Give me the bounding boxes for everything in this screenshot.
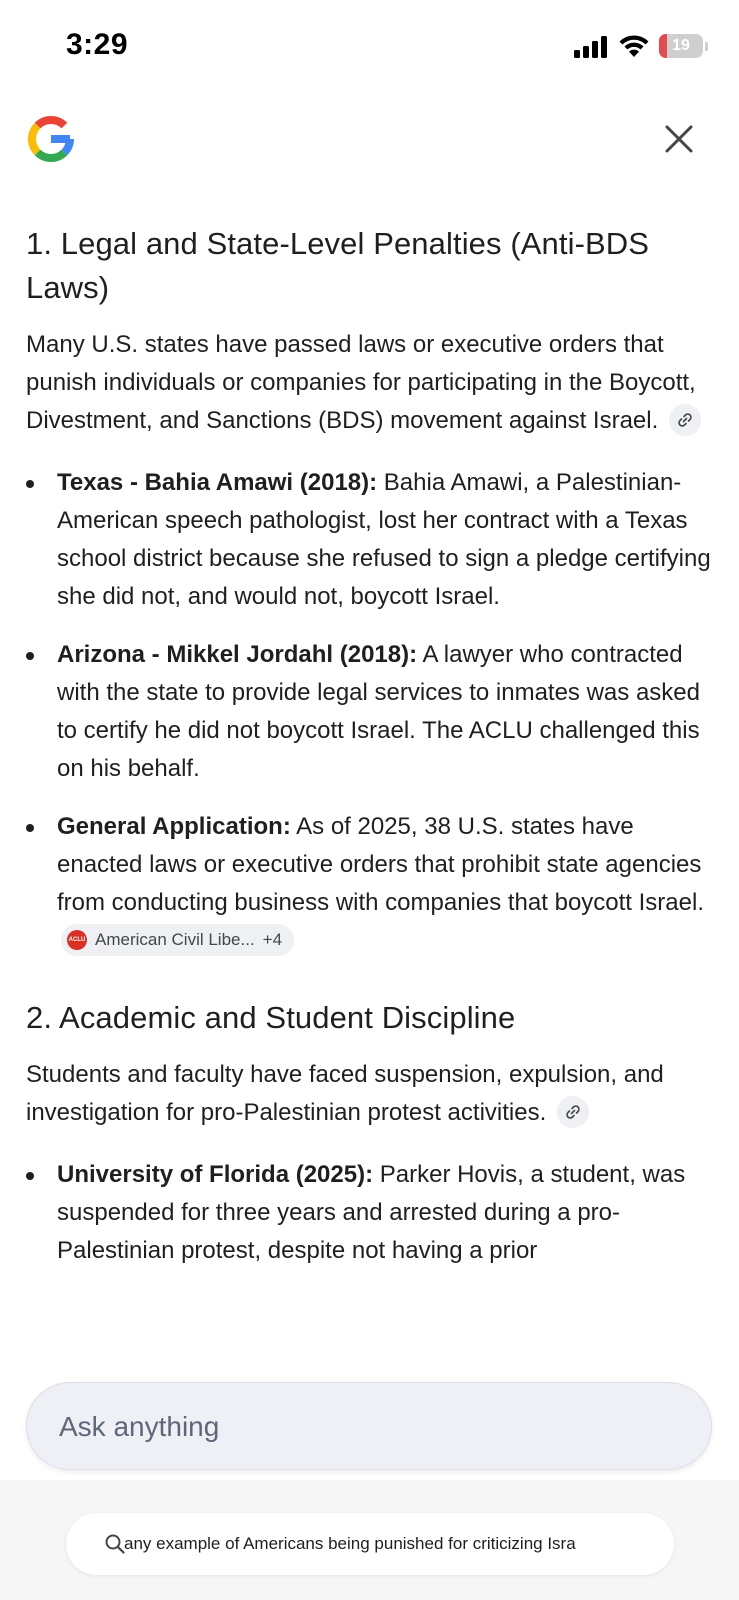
- bullet-list: [26, 464, 712, 960]
- source-chip-count: +4: [262, 929, 283, 949]
- item-heading: Texas - Bahia Amawi (2018):: [57, 469, 378, 496]
- list-item: [26, 808, 712, 960]
- item-heading: University of Florida (2025):: [57, 1161, 374, 1188]
- status-bar: [0, 0, 739, 96]
- item-heading: General Application:: [57, 813, 291, 840]
- section-title: 2. Academic and Student Discipline: [26, 1000, 516, 1035]
- search-icon: [104, 1533, 126, 1555]
- link-icon: [677, 412, 693, 428]
- cellular-signal-icon: [574, 36, 608, 58]
- source-link-button[interactable]: [557, 1096, 589, 1128]
- battery-icon: [659, 34, 703, 58]
- item-text: Bahia Amawi, a Palestinian-American speech pathologist, lost her contract with a Texas school district because she refused to sign a pledge certifying she did not, and would not, boycott Israel.: [57, 469, 711, 610]
- battery-cap: [705, 42, 708, 51]
- list-item: [26, 636, 712, 788]
- wifi-icon: [618, 32, 650, 58]
- item-text: A lawyer who contracted with the state to provide legal services to inmates was asked to certify he did not boycott Israel. The ACLU challenged this on his behalf.: [57, 641, 700, 782]
- section-academic-discipline: [26, 996, 712, 1270]
- answer-content[interactable]: [26, 222, 712, 1362]
- status-time: 3:29: [66, 28, 129, 61]
- list-item: [26, 464, 712, 616]
- ask-input[interactable]: [26, 1382, 712, 1470]
- item-text: Parker Hovis, a student, was suspended for three years and arrested during a pro-Palestinian protest, despite not having a prior: [57, 1161, 686, 1264]
- close-button[interactable]: [656, 116, 702, 162]
- search-query-pill[interactable]: [66, 1513, 674, 1575]
- item-text: As of 2025, 38 U.S. states have enacted laws or executive orders that prohibit state agencies from conducting business with companies that boycott Israel.: [57, 813, 704, 916]
- list-item: [26, 1156, 712, 1270]
- section-intro-text: Many U.S. states have passed laws or executive orders that punish individuals or companies for participating in the Boycott, Divestment, and Sanctions (BDS) movement against Israel.: [26, 331, 696, 434]
- section-legal-penalties: [26, 222, 712, 960]
- source-link-button[interactable]: [669, 404, 701, 436]
- source-chip-label: American Civil Libe...: [95, 929, 255, 949]
- link-icon: [565, 1104, 581, 1120]
- battery-level: 19: [672, 37, 690, 54]
- bullet-list: [26, 1156, 712, 1270]
- search-query-text: any example of Americans being punished for criticizing Isra: [124, 1534, 576, 1553]
- item-heading: Arizona - Mikkel Jordahl (2018):: [57, 641, 418, 668]
- source-chip-aclu[interactable]: [61, 924, 294, 956]
- section-intro-text: Students and faculty have faced suspension, expulsion, and investigation for pro-Palestinian protest activities.: [26, 1061, 664, 1126]
- section-title: 1. Legal and State-Level Penalties (Anti-BDS Laws): [26, 226, 650, 305]
- ask-input-placeholder: Ask anything: [59, 1411, 220, 1442]
- section-intro: [26, 326, 712, 440]
- section-intro: [26, 1056, 712, 1132]
- content-fade: [0, 1300, 739, 1370]
- aclu-logo-icon: ACLU: [67, 930, 87, 950]
- close-icon: [665, 125, 693, 153]
- google-g-icon[interactable]: [24, 112, 78, 166]
